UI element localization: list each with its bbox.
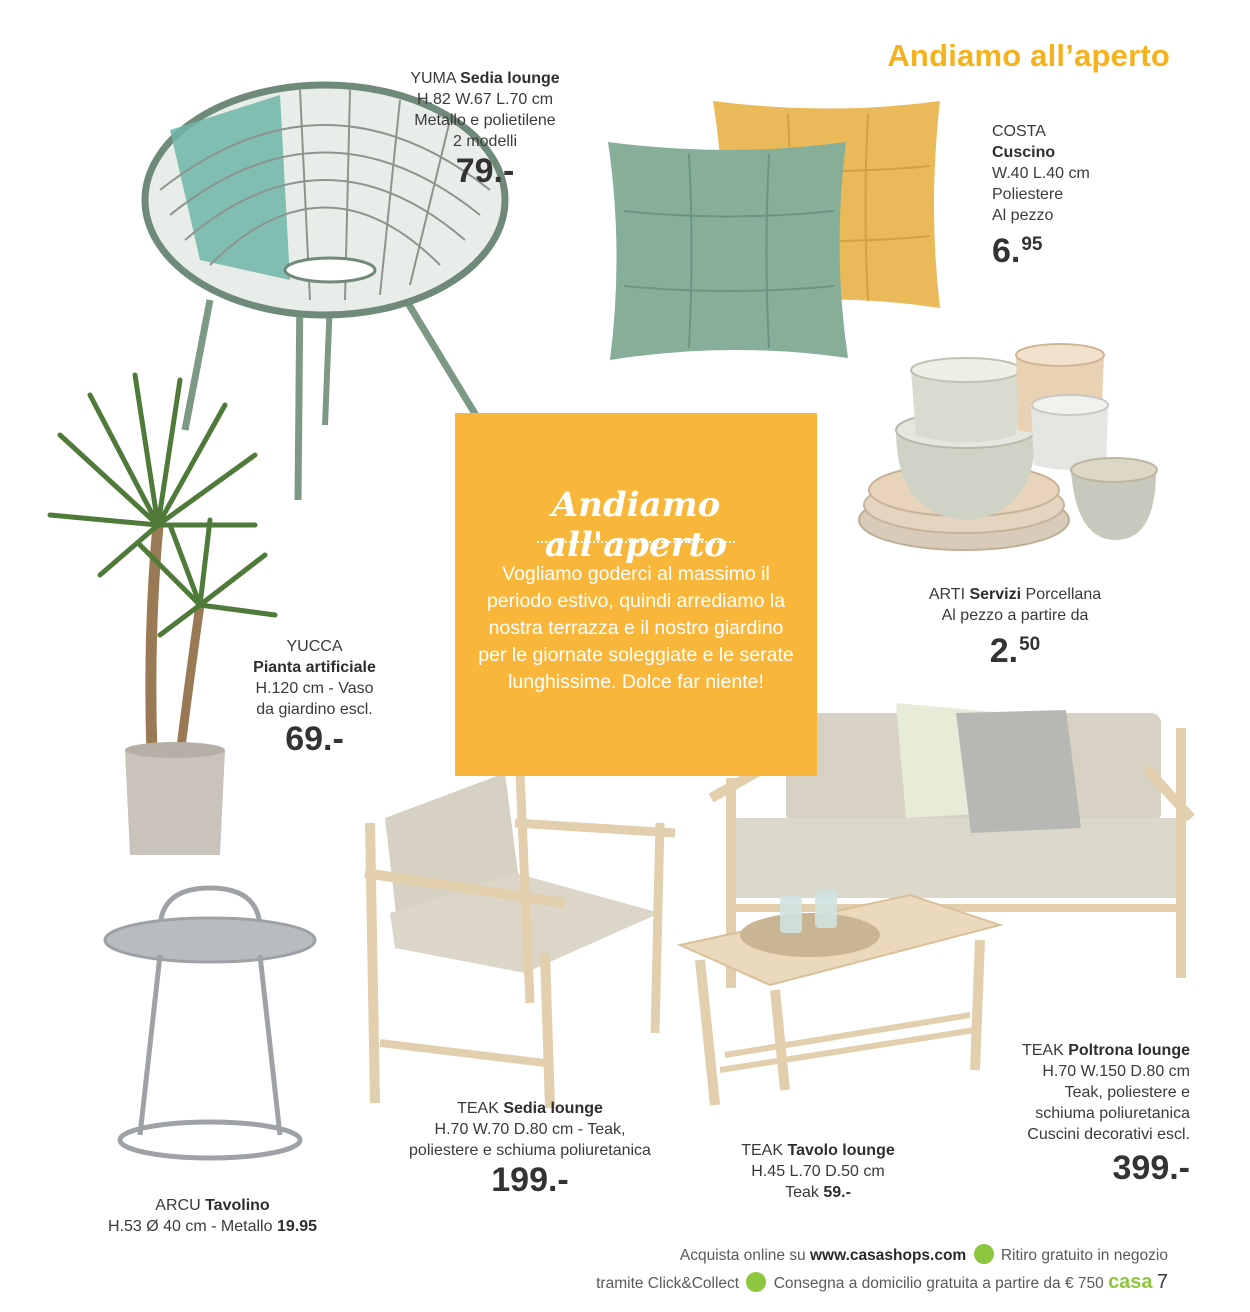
arti-price xyxy=(900,626,1130,670)
costa-price-cents: 95 xyxy=(1021,234,1043,255)
arcu-side-table-image xyxy=(100,880,320,1165)
teak-sofa-brand: TEAK xyxy=(1021,1042,1064,1059)
casa-logo: casa xyxy=(1108,1271,1153,1293)
footer-acquista: Acquista online su xyxy=(679,1247,806,1264)
yucca-dimensions: H.120 cm - Vaso xyxy=(255,680,374,697)
yuma-name: Sedia lounge xyxy=(460,70,560,87)
teak-chair-dimensions: H.70 W.70 D.80 cm - Teak, xyxy=(434,1121,626,1138)
costa-name: Cuscino xyxy=(992,144,1056,161)
footer-tramite: tramite Click&Collect xyxy=(596,1275,740,1292)
yuma-models: 2 modelli xyxy=(452,133,518,150)
arcu-brand: ARCU xyxy=(155,1197,201,1214)
yucca-brand: YUCCA xyxy=(286,638,343,655)
teak-sofa-note: Cuscini decorativi escl. xyxy=(1027,1126,1190,1143)
arcu-name: Tavolino xyxy=(205,1197,270,1214)
yucca-name: Pianta artificiale xyxy=(253,659,376,676)
teak-chair-brand: TEAK xyxy=(457,1100,499,1117)
costa-dimensions: W.40 L.40 cm xyxy=(992,165,1090,182)
promo-divider xyxy=(537,541,735,543)
teak-sofa-price: 399.- xyxy=(1112,1149,1190,1187)
teak-chair-price: 199.- xyxy=(491,1161,569,1199)
yuma-price: 79.- xyxy=(455,152,515,190)
teak-table-price: 59.- xyxy=(823,1184,851,1201)
arcu-price: 19.95 xyxy=(276,1218,317,1235)
arti-unit: Al pezzo a partire da xyxy=(941,607,1089,624)
teak-table-image xyxy=(675,890,1005,1110)
teak-table-product-info xyxy=(723,1140,913,1203)
teak-chair-image xyxy=(355,763,690,1113)
teak-table-brand: TEAK xyxy=(741,1142,784,1159)
teak-sofa-product-info xyxy=(980,1040,1190,1187)
arcu-product-info xyxy=(80,1195,345,1237)
yuma-material: Metallo e polietilene xyxy=(414,112,556,129)
arti-name: Servizi xyxy=(969,586,1022,603)
yuma-dimensions: H.82 W.67 L.70 cm xyxy=(416,91,554,108)
yucca-product-info xyxy=(232,636,397,758)
costa-brand: COSTA xyxy=(992,123,1046,140)
promo-box xyxy=(455,413,817,776)
costa-material: Poliestere xyxy=(992,186,1064,203)
teak-sofa-dimensions: H.70 W.150 D.80 cm xyxy=(1042,1063,1190,1080)
teak-table-name: Tavolo lounge xyxy=(787,1142,895,1159)
teak-chair-name: Sedia lounge xyxy=(503,1100,603,1117)
arcu-dimensions: H.53 Ø 40 cm - Metallo xyxy=(108,1218,273,1235)
arti-price-cents: 50 xyxy=(1019,634,1041,655)
page-number: 7 xyxy=(1156,1271,1168,1293)
store-pickup-icon xyxy=(974,1244,994,1264)
page-title: Andiamo all’aperto xyxy=(887,38,1170,73)
footer-ritiro: Ritiro gratuito in negozio xyxy=(1000,1247,1168,1264)
yuma-brand: YUMA xyxy=(410,70,456,87)
yuma-product-info xyxy=(395,68,575,190)
promo-title: Andiamo all'aperto xyxy=(544,485,727,565)
costa-cushion-green-image xyxy=(604,136,854,366)
arti-material: Porcellana xyxy=(1025,586,1102,603)
costa-price xyxy=(992,226,1152,270)
teak-sofa-name: Poltrona lounge xyxy=(1068,1042,1190,1059)
footer-consegna: Consegna a domicilio gratuita a partire da € 750 xyxy=(773,1275,1104,1292)
costa-product-info xyxy=(992,121,1152,270)
yucca-note: da giardino escl. xyxy=(256,701,373,718)
yucca-price: 69.- xyxy=(285,720,344,758)
promo-text: Vogliamo goderci al massimo il periodo estivo, quindi arrediamo la nostra terrazza e il nostro giardino per le giornate soleggiate e le serate lunghissime. Dolce far niente! xyxy=(478,563,794,693)
teak-table-dimensions: H.45 L.70 D.50 cm xyxy=(751,1163,885,1180)
teak-chair-product-info xyxy=(380,1098,680,1199)
footer-line-2 xyxy=(596,1271,1168,1294)
costa-unit: Al pezzo xyxy=(992,207,1054,224)
costa-price-main: 6. xyxy=(992,232,1021,270)
arti-price-main: 2. xyxy=(989,632,1019,670)
arti-product-info xyxy=(900,584,1130,670)
yucca-plant-image xyxy=(40,375,290,865)
footer-line-1 xyxy=(680,1244,1168,1265)
footer-url-link[interactable]: www.casashops.com xyxy=(810,1247,967,1264)
arti-brand: ARTI xyxy=(928,586,966,603)
teak-chair-material: poliestere e schiuma poliuretanica xyxy=(409,1142,651,1159)
arti-dinnerware-image xyxy=(856,340,1161,565)
delivery-truck-icon xyxy=(746,1272,766,1292)
teak-sofa-material-1: Teak, poliestere e xyxy=(1064,1084,1190,1101)
teak-table-material: Teak xyxy=(785,1184,819,1201)
teak-sofa-material-2: schiuma poliuretanica xyxy=(1035,1105,1190,1122)
